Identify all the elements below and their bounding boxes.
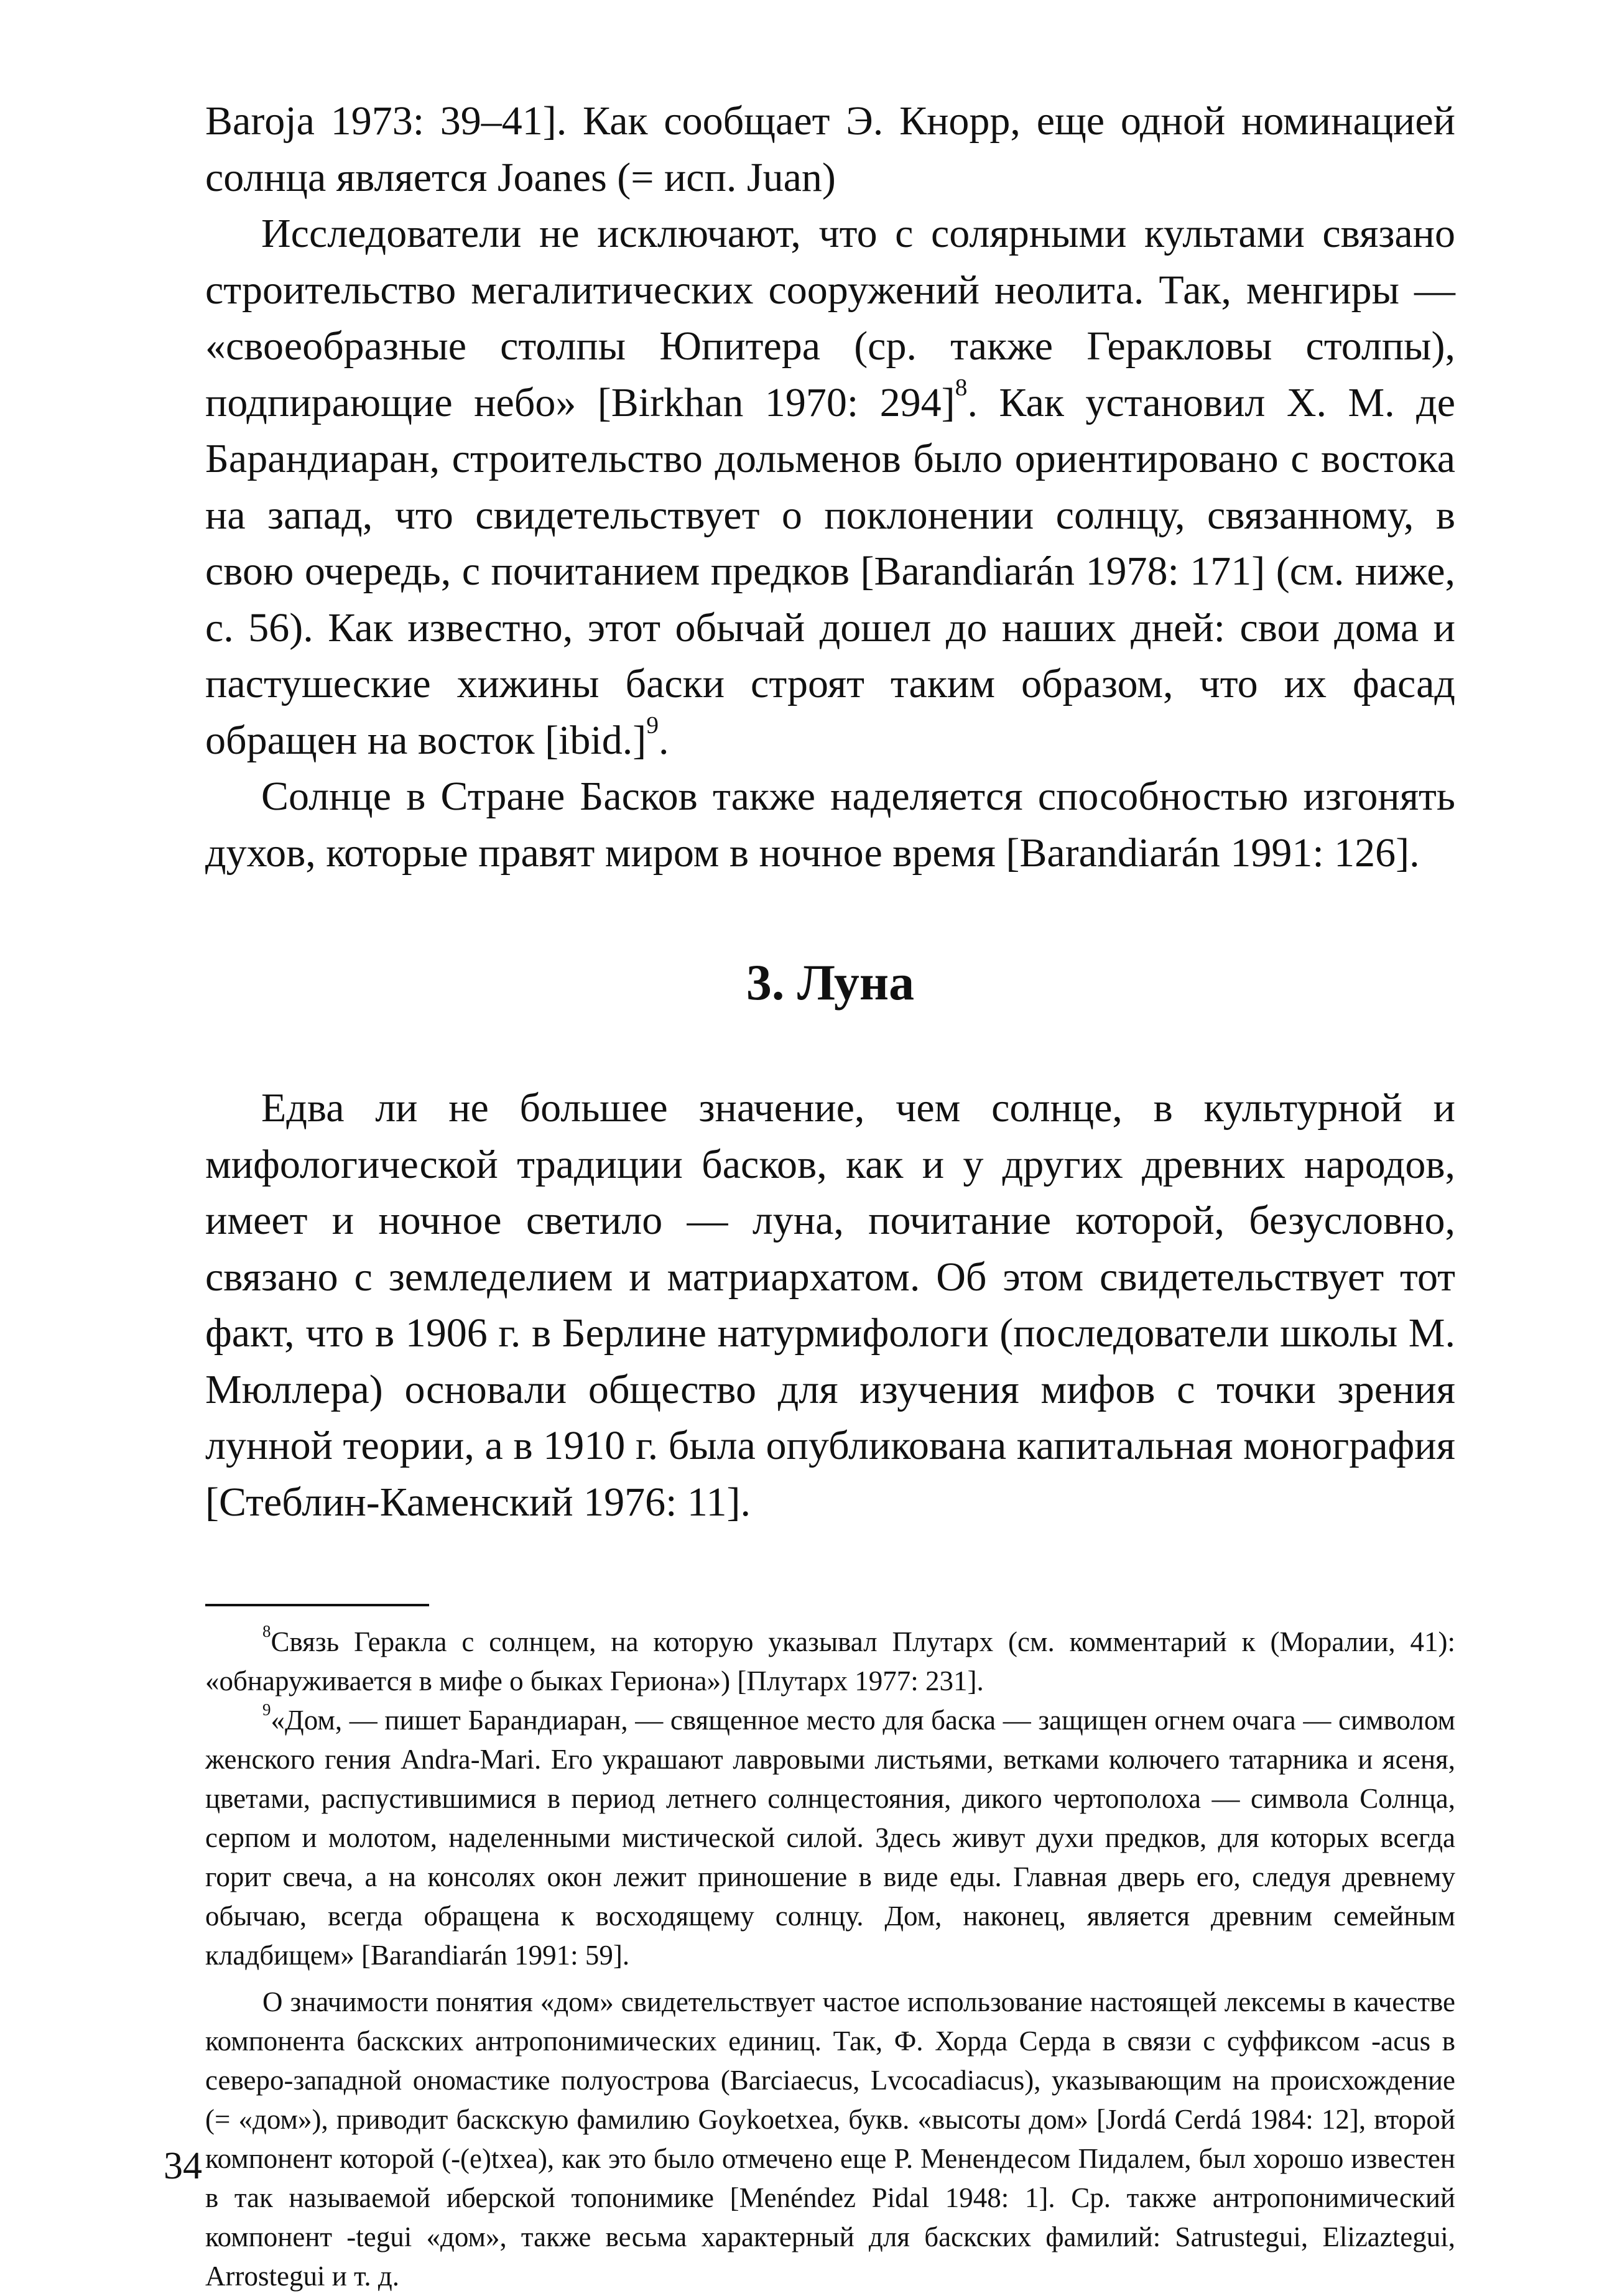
footnote-ref-9[interactable]: 9 [646,710,659,738]
page-number: 34 [164,2145,202,2187]
paragraph-continuation: Baroja 1973: 39–41]. Как сообщает Э. Кнорр, еще одной номинацией солнца является Joanes (= исп. Juan) [205,98,1455,200]
footnote-divider [205,1604,429,1606]
paragraph-moon: Едва ли не большее значение, чем солнце, в культурной и мифологической традиции басков, как и у других древних народов, имеет и ночное светило — луна, почитание которой, безусловно, связано с земледелием и матриархатом. Об этом свидетельствует тот факт, что в 1906 г. в Берлине натурмифологи (последователи школы М. Мюллера) основали общество для изучения мифов с точки зрения лунной теории, а в 1910 г. была опубликована капитальная монография [Стеблин-Каменский 1976: 11]. [205,1085,1455,1525]
footnote-ref-8[interactable]: 8 [955,373,968,400]
footnote-9-continuation: О значимости понятия «дом» свидетельствует частое использование настоящей лексемы в качестве компонента баскских антропонимических единиц. Так, Ф. Хорда Серда в связи с суффиксом -acus в северо-западной ономастике полуострова (Barciaecus, Lvcocadiacus), указывающим на происхождение (= «дом»), приводит баскскую фамилию Goykoetxea, букв. «высоты дом» [Jordá Cerdá 1984: 12], второй компонент которой (-(e)txea), как это было отмечено еще Р. Менендесом Пидалем, был хорошо известен в так называемой иберской топонимике [Menéndez Pidal 1948: 1]. Ср. также антропонимический компонент -tegui «дом», также весьма характерный для баскских фамилий: Satrustegui, Elizaztegui, Arrostegui и т. д. [205,1986,1455,2292]
paragraph-megaliths: Исследователи не исключают, что с солярными культами связано строительство мегалитических сооружений неолита. Так, менгиры — «своеобразные столпы Юпитера (ср. также Геракловы столпы), подпирающие небо» [Birkhan 1970: 294]$^8$. Как установил Х. М. де Барандиаран, строительство дольменов было ориентировано с востока на запад, что свидетельствует о поклонении солнцу, связанному, в свою очередь, с почитанием предков [Barandiarán 1978: 171] (см. ниже, с. 56). Как известно, этот обычай дошел до наших дней: свои дома и пастушеские хижины баски строят таким образом, что их фасад обращен на восток [ibid.]$^9$. [205,211,1455,763]
footnote-8: $^8$Связь Геракла с солнцем, на которую указывал Плутарх (см. комментарий к (Моралии, 41): «обнаруживается в мифе о быках Гериона») [Плутарх 1977: 231]. [205,1622,1455,1697]
paragraph-sun-spirits: Солнце в Стране Басков также наделяется способностью изгонять духов, которые правят миром в ночное время [Barandiarán 1991: 126]. [205,774,1455,876]
book-page [205,93,1455,2296]
main-text [205,93,1455,1530]
footnotes [205,1622,1455,2296]
footnote-9: $^9$«Дом, — пишет Барандиаран, — священное место для баска — защищен огнем очага — символом женского гения Andra-Mari. Его украшают лавровыми листьями, ветками колючего татарника и ясеня, цветами, распустившимися в период летнего солнцестояния, дикого чертополоха — символа Солнца, серпом и молотом, наделенными мистической силой. Здесь живут духи предков, для которых всегда горит свеча, а на консолях окон лежит приношение в виде еды. Главная дверь его, следуя древнему обычаю, всегда обращена к восходящему солнцу. Дом, наконец, является древним семейным кладбищем» [Barandiarán 1991: 59]. [205,1700,1455,1971]
section-heading: 3. Луна [746,954,915,1011]
footnote-number: 8 [262,1622,271,1641]
footnote-number: 9 [262,1700,271,1720]
